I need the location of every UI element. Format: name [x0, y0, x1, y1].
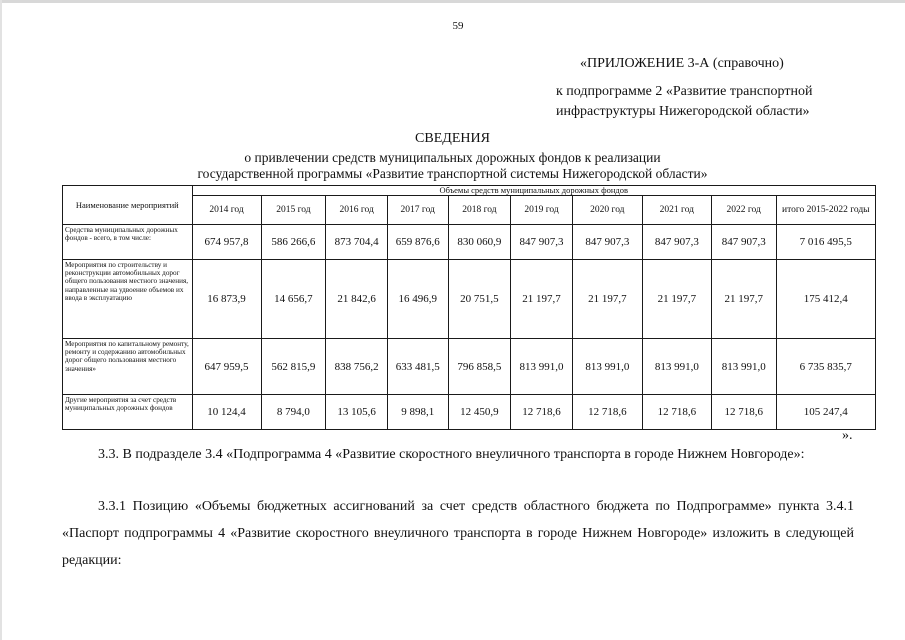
subprogram-line-1: к подпрограмме 2 «Развитие транспортной [556, 84, 813, 99]
subprogram-line-2: инфраструктуры Нижегородской области» [556, 104, 810, 119]
year-header: 2014 год [192, 196, 261, 225]
table-cell: 847 907,3 [711, 225, 776, 260]
table-cell: 847 907,3 [511, 225, 573, 260]
year-header: 2016 год [326, 196, 388, 225]
year-header: 2017 год [387, 196, 448, 225]
table-row [63, 339, 876, 395]
table-cell: 847 907,3 [642, 225, 711, 260]
table-cell: 796 858,5 [448, 339, 511, 395]
year-header: 2022 год [711, 196, 776, 225]
table-cell: 586 266,6 [261, 225, 326, 260]
table-cell: 21 197,7 [711, 260, 776, 339]
year-header: 2018 год [448, 196, 511, 225]
table-row [63, 225, 876, 260]
subtitle-line-1: о привлечении средств муниципальных дорожных фондов к реализации [244, 150, 661, 165]
table-cell: 838 756,2 [326, 339, 388, 395]
volumes-group-header: Объемы средств муниципальных дорожных фондов [192, 186, 875, 196]
table-cell: 9 898,1 [387, 395, 448, 430]
paragraph-3-3-text: 3.3. В подразделе 3.4 «Подпрограмма 4 «Развитие скоростного внеуличного транспорта в городе Нижнем Новгороде»: [98, 447, 805, 462]
name-column-header: Наименование мероприятий [63, 186, 193, 225]
year-header: 2020 год [572, 196, 642, 225]
appendix-heading: «ПРИЛОЖЕНИЕ 3-А (справочно) [580, 56, 784, 71]
document-subtitle [0, 150, 905, 182]
table-cell: 12 450,9 [448, 395, 511, 430]
table-cell: 21 197,7 [511, 260, 573, 339]
table-row [63, 260, 876, 339]
table-cell: 16 873,9 [192, 260, 261, 339]
table-header-row-group [63, 186, 876, 196]
row-label: Средства муниципальных дорожных фондов - всего, в том числе: [63, 225, 193, 260]
page-number: 59 [452, 20, 464, 32]
table-cell: 847 907,3 [572, 225, 642, 260]
document-title: СВЕДЕНИЯ [415, 131, 490, 146]
table-cell: 813 991,0 [642, 339, 711, 395]
year-header: 2021 год [642, 196, 711, 225]
total-column-header: итого 2015-2022 годы [776, 196, 875, 225]
table-cell: 813 991,0 [511, 339, 573, 395]
table-cell: 12 718,6 [572, 395, 642, 430]
table-cell: 14 656,7 [261, 260, 326, 339]
table-cell: 12 718,6 [711, 395, 776, 430]
row-label: Другие мероприятия за счет средств муниципальных дорожных фондов [63, 395, 193, 430]
table-cell: 633 481,5 [387, 339, 448, 395]
paragraph-3-3 [62, 441, 854, 468]
subtitle-line-2: государственной программы «Развитие транспортной системы Нижегородской области» [197, 166, 708, 181]
subprogram-reference [556, 82, 812, 122]
table-cell: 659 876,6 [387, 225, 448, 260]
table-cell: 21 842,6 [326, 260, 388, 339]
table-cell: 13 105,6 [326, 395, 388, 430]
funds-table [62, 185, 876, 430]
paragraph-3-3-1-text: 3.3.1 Позицию «Объемы бюджетных ассигнований за счет средств областного бюджета по Подпрограмме» пункта 3.4.1 «Паспорт подпрограммы 4 «Развитие скоростного внеуличного транспорта в городе Нижнем Новгороде» изложить в следующей редакции: [62, 499, 854, 568]
closing-quote: ». [842, 428, 853, 443]
table-cell: 16 496,9 [387, 260, 448, 339]
table-cell-total: 105 247,4 [776, 395, 875, 430]
table-cell: 8 794,0 [261, 395, 326, 430]
table-row [63, 395, 876, 430]
table-cell: 20 751,5 [448, 260, 511, 339]
table-cell: 647 959,5 [192, 339, 261, 395]
year-header: 2019 год [511, 196, 573, 225]
table-cell: 12 718,6 [511, 395, 573, 430]
paragraph-3-3-1 [62, 493, 854, 574]
scan-edge-left [0, 0, 2, 640]
table-cell: 12 718,6 [642, 395, 711, 430]
table-cell: 562 815,9 [261, 339, 326, 395]
table-cell-total: 6 735 835,7 [776, 339, 875, 395]
row-label: Мероприятия по капитальному ремонту, ремонту и содержанию автомобильных дорог общего пользования местного значения» [63, 339, 193, 395]
table-cell: 21 197,7 [642, 260, 711, 339]
table-cell-total: 7 016 495,5 [776, 225, 875, 260]
scan-edge-top [0, 0, 905, 3]
table-cell: 813 991,0 [572, 339, 642, 395]
table-cell: 873 704,4 [326, 225, 388, 260]
table-cell: 21 197,7 [572, 260, 642, 339]
table-cell-total: 175 412,4 [776, 260, 875, 339]
table-cell: 813 991,0 [711, 339, 776, 395]
table-cell: 10 124,4 [192, 395, 261, 430]
table-cell: 674 957,8 [192, 225, 261, 260]
year-header: 2015 год [261, 196, 326, 225]
row-label: Мероприятия по строительству и реконструкции автомобильных дорог общего пользования местного значения, направленные на удвоение объемов их ввода в эксплуатацию [63, 260, 193, 339]
table-cell: 830 060,9 [448, 225, 511, 260]
